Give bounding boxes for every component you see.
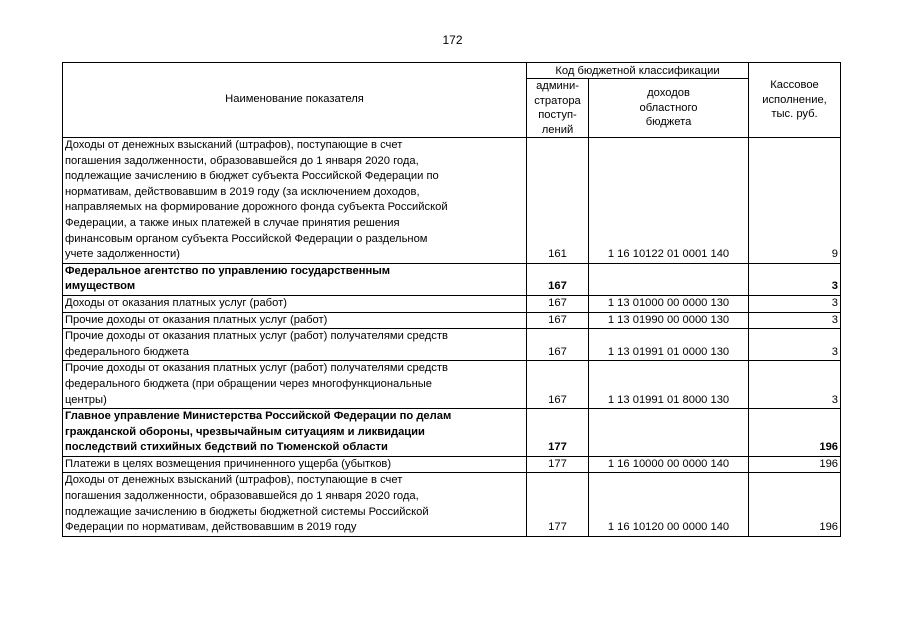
cell-name: Доходы от денежных взысканий (штрафов), поступающие в счет погашения задолженности, образовавшейся до 1 января 2020 года, подлежащие зачислению в бюджет субъекта Российской Федерации по нормативам, действовавшим в 2019 году (за исключением доходов, направляемых на формирование дорожного фонда субъекта Российской Федерации, а также иных платежей в случае принятия решения финансовым органом субъекта Российской Федерации о раздельном учете задолженности) bbox=[63, 138, 527, 264]
table-row bbox=[63, 409, 841, 457]
cell-revenue-code: 1 16 10122 01 0001 140 bbox=[589, 138, 749, 264]
cell-admin-code: 177 bbox=[527, 409, 589, 457]
cell-revenue-code: 1 13 01000 00 0000 130 bbox=[589, 295, 749, 312]
cell-name: Доходы от денежных взысканий (штрафов), поступающие в счет погашения задолженности, образовавшейся до 1 января 2020 года, подлежащие зачислению в бюджеты бюджетной системы Российской Федерации по нормативам, действовавшим в 2019 году bbox=[63, 473, 527, 536]
cell-amount: 196 bbox=[749, 456, 841, 473]
table-row bbox=[63, 312, 841, 329]
header-code: доходов областного бюджета bbox=[589, 79, 749, 138]
header-amount: Кассовое исполнение, тыс. руб. bbox=[749, 63, 841, 138]
table-row bbox=[63, 263, 841, 295]
cell-name: Федеральное агентство по управлению государственным имуществом bbox=[63, 263, 527, 295]
cell-name: Прочие доходы от оказания платных услуг (работ) bbox=[63, 312, 527, 329]
cell-amount: 3 bbox=[749, 329, 841, 361]
cell-name: Доходы от оказания платных услуг (работ) bbox=[63, 295, 527, 312]
budget-table bbox=[62, 62, 841, 537]
cell-revenue-code bbox=[589, 409, 749, 457]
cell-admin-code: 167 bbox=[527, 263, 589, 295]
table-row bbox=[63, 361, 841, 409]
cell-revenue-code: 1 13 01990 00 0000 130 bbox=[589, 312, 749, 329]
table-row bbox=[63, 295, 841, 312]
cell-amount: 196 bbox=[749, 409, 841, 457]
table-body bbox=[63, 138, 841, 537]
cell-admin-code: 167 bbox=[527, 361, 589, 409]
cell-amount: 3 bbox=[749, 312, 841, 329]
cell-amount: 196 bbox=[749, 473, 841, 536]
cell-admin-code: 167 bbox=[527, 329, 589, 361]
table-row bbox=[63, 473, 841, 536]
cell-amount: 3 bbox=[749, 295, 841, 312]
cell-name: Главное управление Министерства Российской Федерации по делам гражданской обороны, чрезвычайным ситуациям и ликвидации последствий стихийных бедствий по Тюменской области bbox=[63, 409, 527, 457]
cell-revenue-code: 1 16 10120 00 0000 140 bbox=[589, 473, 749, 536]
cell-admin-code: 161 bbox=[527, 138, 589, 264]
cell-revenue-code: 1 16 10000 00 0000 140 bbox=[589, 456, 749, 473]
cell-revenue-code bbox=[589, 263, 749, 295]
cell-name: Прочие доходы от оказания платных услуг (работ) получателями средств федерального бюджета bbox=[63, 329, 527, 361]
table-row bbox=[63, 138, 841, 264]
cell-revenue-code: 1 13 01991 01 8000 130 bbox=[589, 361, 749, 409]
cell-admin-code: 167 bbox=[527, 295, 589, 312]
cell-amount: 9 bbox=[749, 138, 841, 264]
table-row bbox=[63, 329, 841, 361]
table-row bbox=[63, 456, 841, 473]
cell-revenue-code: 1 13 01991 01 0000 130 bbox=[589, 329, 749, 361]
cell-name: Платежи в целях возмещения причиненного ущерба (убытков) bbox=[63, 456, 527, 473]
header-admin: админи- стратора поступ- лений bbox=[527, 79, 589, 138]
cell-amount: 3 bbox=[749, 361, 841, 409]
cell-admin-code: 177 bbox=[527, 456, 589, 473]
table-header bbox=[63, 63, 841, 138]
cell-admin-code: 167 bbox=[527, 312, 589, 329]
cell-amount: 3 bbox=[749, 263, 841, 295]
header-name: Наименование показателя bbox=[63, 63, 527, 138]
cell-admin-code: 177 bbox=[527, 473, 589, 536]
header-classification-group: Код бюджетной классификации bbox=[527, 63, 749, 79]
page-number: 172 bbox=[442, 33, 463, 47]
cell-name: Прочие доходы от оказания платных услуг (работ) получателями средств федерального бюджета (при обращении через многофункциональные центры) bbox=[63, 361, 527, 409]
